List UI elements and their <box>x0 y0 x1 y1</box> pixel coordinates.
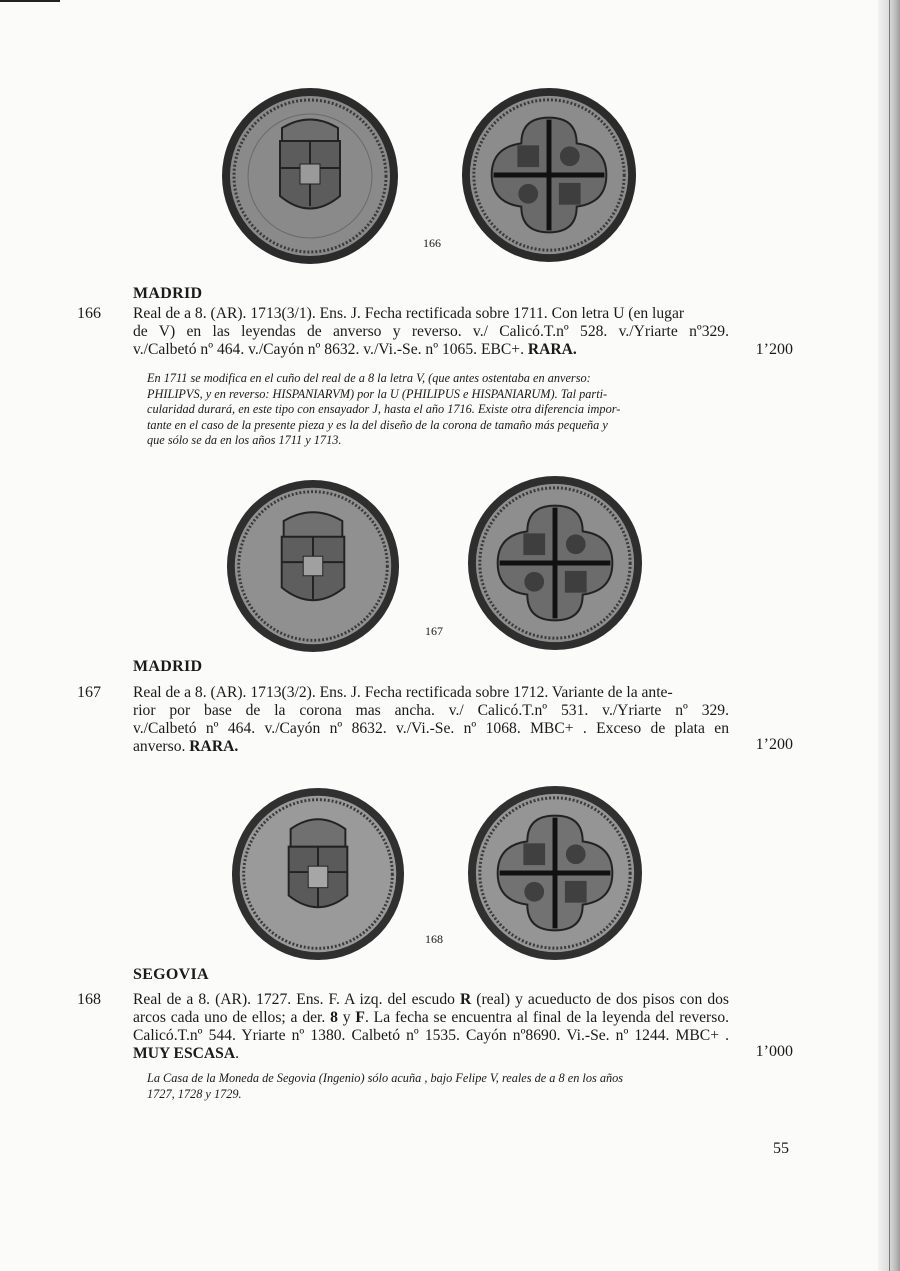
page-edge-mark <box>0 0 60 2</box>
plate-number-166: 166 <box>423 236 441 250</box>
lot-167-desc-line-4 <box>133 738 729 756</box>
lot-166-note-line-1: En 1711 se modifica en el cuño del real de a 8 la letra V, (que antes ostentaba en anverso: <box>147 371 591 385</box>
page-number: 55 <box>773 1140 789 1157</box>
lot-166-desc-line-3 <box>133 341 729 359</box>
lot-168-number: 168 <box>77 991 101 1008</box>
lot-168-description: Real de a 8. (AR). 1727. Ens. F. A izq. del escudo R (real) y acueducto de dos pisos con dos arcos cada uno de ellos; a der. 8 y F. La fecha se encuentra al final de la leyenda del reverso. Calicó.T.nº 544. Yriarte nº 1380. Calbetó nº 1535. Cayón nº8690. Vi.-Se. nº 1244. MBC+ . MUY ESCASA. <box>133 991 730 1062</box>
coin-166-reverse <box>460 86 638 264</box>
lot-166-price: 1’200 <box>755 341 793 358</box>
lot-167-rarity: RARA. <box>189 738 239 755</box>
coin-166-obverse <box>220 86 400 266</box>
lot-167-desc-line-3: v./Calbetó nº 464. v./Cayón nº 8632. v./Vi.-Se. nº 1068. MBC+ . Exceso de plata en <box>133 720 729 737</box>
lot-167-price: 1’200 <box>755 736 793 753</box>
coin-167-reverse <box>466 474 644 652</box>
plate-number-168: 168 <box>425 932 443 946</box>
lot-166-rarity: RARA. <box>527 341 577 358</box>
lot-166-city: MADRID <box>133 285 203 302</box>
lot-167-desc-line-2: rior por base de la corona mas ancha. v./ Calicó.T.nº 531. v./Yriarte nº 329. <box>133 702 729 719</box>
lot-166-description <box>133 305 729 359</box>
page-binding-line <box>889 0 890 1271</box>
lot-166-desc-line-2: de V) en las leyendas de anverso y reverso. v./ Calicó.T.nº 528. v./Yriarte nº329. <box>133 323 729 340</box>
lot-168-city: SEGOVIA <box>133 966 209 983</box>
coin-168-reverse <box>466 784 644 962</box>
lot-166-number: 166 <box>77 305 101 322</box>
lot-168-note-line-2: 1727, 1728 y 1729. <box>147 1086 242 1101</box>
plate-number-167: 167 <box>425 624 443 638</box>
lot-167-desc-line-1: Real de a 8. (AR). 1713(3/2). Ens. J. Fecha rectificada sobre 1712. Variante de la ante- <box>133 684 673 701</box>
lot-166-desc-line-1: Real de a 8. (AR). 1713(3/1). Ens. J. Fecha rectificada sobre 1711. Con letra U (en lugar <box>133 305 685 322</box>
lot-168-note-line-1: La Casa de la Moneda de Segovia (Ingenio) sólo acuña , bajo Felipe V, reales de a 8 en los años <box>147 1071 624 1085</box>
coin-168-obverse <box>230 786 406 962</box>
lot-167-city: MADRID <box>133 658 203 675</box>
lot-168-price: 1’000 <box>755 1043 793 1060</box>
lot-166-note <box>147 371 729 449</box>
lot-166-note-line-4: tante en el caso de la presente pieza y es la del diseño de la corona de tamaño más pequeña y <box>147 417 608 432</box>
lot-166-desc-line-3-text: v./Calbetó nº 464. v./Cayón nº 8632. v./Vi.-Se. nº 1065. EBC+. <box>133 341 528 358</box>
lot-167-number: 167 <box>77 684 101 701</box>
lot-166-note-line-5: que sólo se da en los años 1711 y 1713. <box>147 433 342 447</box>
lot-166-note-line-3: cularidad durará, en este tipo con ensayador J, hasta el año 1716. Existe otra diferencia impor- <box>147 402 621 416</box>
lot-167-desc-line-4-text: anverso. <box>133 738 190 755</box>
lot-167-description <box>133 684 729 756</box>
lot-166-note-line-2: PHILIPVS, y en reverso: HISPANIARVM) por la U (PHILIPUS e HISPANIARUM). Tal parti- <box>147 386 608 401</box>
lot-168-note <box>147 1071 729 1102</box>
coin-167-obverse <box>225 478 401 654</box>
